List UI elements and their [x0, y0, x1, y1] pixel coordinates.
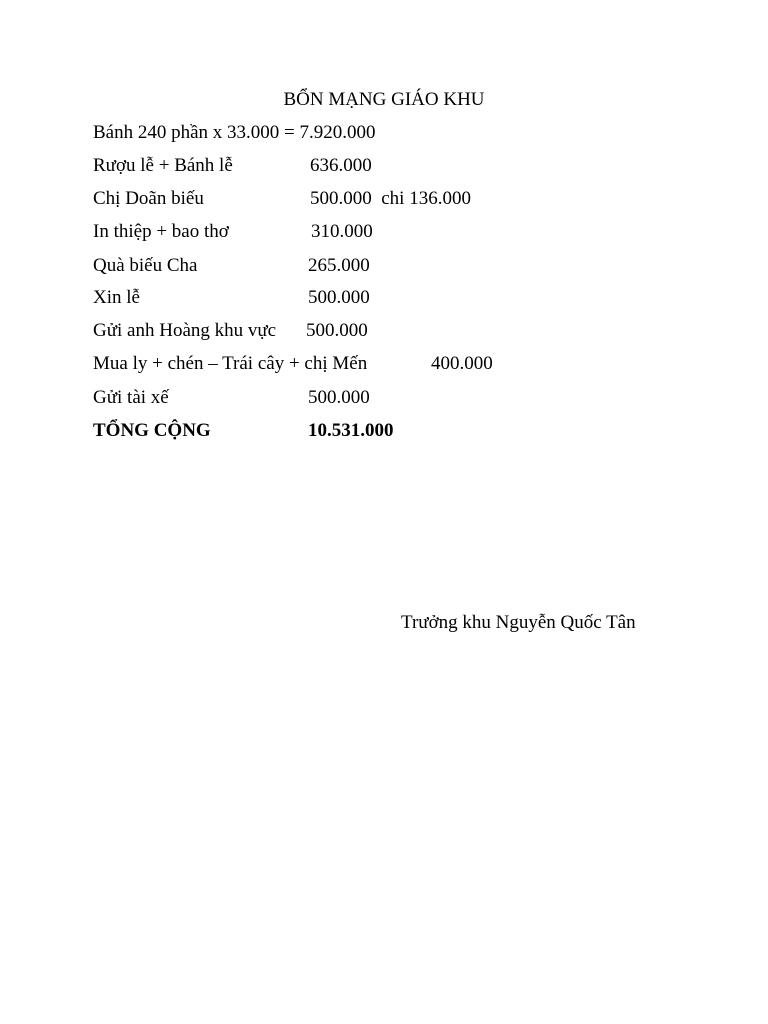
row-label-driver: Gửi tài xế — [93, 387, 169, 408]
row-label-cups-fruit: Mua ly + chén – Trái cây + chị Mến — [93, 353, 368, 374]
row-amount-wine-bread: 636.000 — [310, 155, 372, 176]
total-amount: 10.531.000 — [308, 420, 394, 441]
row-amount-printing: 310.000 — [311, 221, 373, 242]
row-label-priest-gift: Quà biếu Cha — [93, 255, 198, 276]
row-label-doan-gift: Chị Doãn biếu — [93, 188, 204, 209]
row-amount-hoang-region: 500.000 — [306, 320, 368, 341]
row-amount-cups-fruit: 400.000 — [431, 353, 493, 374]
row-amount-mass-request: 500.000 — [308, 287, 370, 308]
row-label-wine-bread: Rượu lễ + Bánh lễ — [93, 155, 233, 176]
row-amount-priest-gift: 265.000 — [308, 255, 370, 276]
intro-line: Bánh 240 phần x 33.000 = 7.920.000 — [93, 122, 376, 143]
row-label-printing: In thiệp + bao thơ — [93, 221, 229, 242]
row-amount-driver: 500.000 — [308, 387, 370, 408]
total-label: TỔNG CỘNG — [93, 420, 211, 441]
row-label-hoang-region: Gửi anh Hoàng khu vực — [93, 320, 277, 341]
row-label-mass-request: Xin lễ — [93, 287, 140, 308]
row-amount-doan-gift: 500.000 chi 136.000 — [310, 188, 471, 209]
document-title: BỔN MẠNG GIÁO KHU — [283, 89, 485, 110]
signature: Trưởng khu Nguyễn Quốc Tân — [401, 612, 636, 633]
